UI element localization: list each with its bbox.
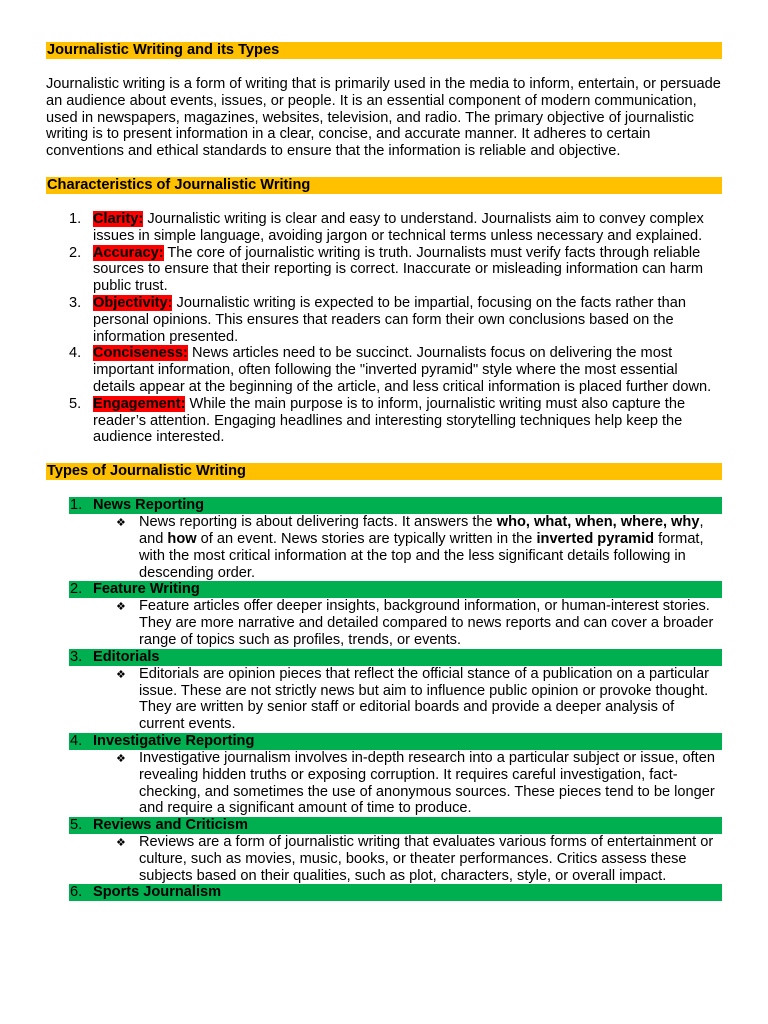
bold-text: inverted pyramid — [536, 530, 655, 547]
description-text: Investigative journalism involves in-depth research into a particular subject or issue, often revealing hidden truths or exposing corruption. It requires careful investigation, fact-checking, and sometimes the use of anonymous sources. These pieces tend to be longer and require a significant amount of time to produce. — [139, 749, 715, 817]
term-engagement: Engagement: — [93, 395, 186, 412]
characteristic-item-accuracy — [46, 245, 720, 295]
diamond-bullet-icon: ❖ — [116, 837, 126, 850]
list-number: 5. — [69, 395, 82, 412]
type-title: News Reporting — [93, 497, 205, 514]
description-text: Feature articles offer deeper insights, background information, or human-interest stories. They are more narrative and detailed compared to news reports and can cover a broader range of topics such as profiles, trends, or events. — [139, 598, 714, 648]
diamond-bullet-icon: ❖ — [116, 752, 126, 765]
characteristic-item-objectivity — [46, 295, 720, 345]
types-list — [46, 497, 722, 901]
type-title: Sports Journalism — [93, 884, 222, 901]
description-text: Reviews are a form of journalistic writing that evaluates various forms of entertainment or culture, such as movies, music, books, or theater performances. Critics assess these subjects based on their qualities, such as plot, characters, style, or overall impact. — [139, 834, 714, 884]
description-text: Editorials are opinion pieces that reflect the official stance of a publication on a particular issue. These are not strictly news but aim to influence public opinion or provoke thought. They are written by senior staff or editorial boards and provide a deeper analysis of current events. — [139, 665, 710, 733]
list-number: 2. — [69, 244, 82, 261]
diamond-bullet-icon: ❖ — [116, 668, 126, 681]
type-title: Feature Writing — [93, 581, 200, 598]
type-heading-investigative-reporting — [69, 733, 722, 750]
characteristics-heading: Characteristics of Journalistic Writing — [46, 177, 722, 194]
type-description-editorials — [46, 666, 722, 733]
type-title: Reviews and Criticism — [93, 817, 248, 834]
type-description-reviews-and-criticism — [46, 834, 722, 884]
type-heading-feature-writing — [69, 581, 722, 598]
list-number: 4. — [70, 732, 83, 749]
description-text: , and — [139, 514, 704, 547]
bold-text: how — [167, 530, 197, 547]
intro-paragraph: Journalistic writing is a form of writing that is primarily used in the media to inform, entertain, or persuade an audience about events, issues, or people. It is an essential component of modern communication, used in newspapers, magazines, websites, television, and radio. The primary objective of journalistic writing is to present information in a clear, concise, and accurate manner. It adheres to certain conventions and ethical standards to ensure that the information is reliable and objective. — [46, 76, 721, 160]
list-number: 5. — [70, 817, 83, 834]
term-conciseness: Conciseness: — [93, 345, 188, 362]
document-title: Journalistic Writing and its Types — [46, 42, 722, 59]
type-heading-reviews-and-criticism — [69, 817, 722, 834]
list-number: 4. — [69, 345, 82, 362]
characteristic-text: The core of journalistic writing is truth. Journalists must verify facts through reliable sources to ensure that their reporting is correct. Inaccurate or misleading information can harm public trust. — [93, 244, 703, 295]
characteristic-item-clarity — [46, 211, 720, 245]
characteristic-item-conciseness — [46, 345, 720, 395]
list-number: 1. — [70, 497, 83, 514]
term-objectivity: Objectivity: — [93, 294, 173, 311]
list-number: 3. — [69, 294, 82, 311]
diamond-bullet-icon: ❖ — [116, 601, 126, 614]
description-text: News reporting is about delivering facts. It answers the — [139, 514, 497, 531]
type-heading-news-reporting — [69, 497, 722, 514]
characteristics-list — [46, 211, 722, 446]
type-heading-sports-journalism — [69, 884, 722, 901]
term-accuracy: Accuracy: — [93, 244, 164, 261]
characteristic-text: Journalistic writing is expected to be impartial, focusing on the facts rather than personal opinions. This ensures that readers can form their own conclusions based on the information presented. — [93, 294, 686, 345]
bold-text: who, what, when, where, why — [496, 514, 700, 531]
type-title: Editorials — [93, 648, 160, 665]
characteristic-text: Journalistic writing is clear and easy to understand. Journalists aim to convey complex issues in simple language, avoiding jargon or technical terms unless necessary and explained. — [93, 210, 704, 244]
list-number: 6. — [70, 884, 83, 901]
document-page — [46, 42, 722, 901]
type-description-investigative-reporting — [46, 750, 722, 817]
characteristic-item-engagement — [46, 396, 720, 446]
type-description-feature-writing — [46, 598, 722, 648]
list-number: 1. — [69, 210, 82, 227]
type-title: Investigative Reporting — [93, 732, 255, 749]
type-heading-editorials — [69, 649, 722, 666]
type-description-news-reporting — [46, 514, 722, 581]
characteristic-text: News articles need to be succinct. Journalists focus on delivering the most important information, often following the "inverted pyramid" style where the most essential details appear at the beginning of the article, and less critical information is placed further down. — [93, 345, 712, 395]
types-heading: Types of Journalistic Writing — [46, 463, 722, 480]
list-number: 3. — [70, 648, 83, 665]
term-clarity: Clarity: — [93, 210, 144, 227]
list-number: 2. — [70, 581, 83, 598]
description-text: of an event. News stories are typically written in the — [196, 530, 537, 547]
description-text: format, with the most critical information at the top and the less significant details following in descending order. — [139, 530, 704, 581]
characteristic-text: While the main purpose is to inform, journalistic writing must also capture the reader’s attention. Engaging headlines and interesting storytelling techniques help keep the audience interested. — [93, 395, 686, 446]
diamond-bullet-icon: ❖ — [116, 517, 126, 530]
